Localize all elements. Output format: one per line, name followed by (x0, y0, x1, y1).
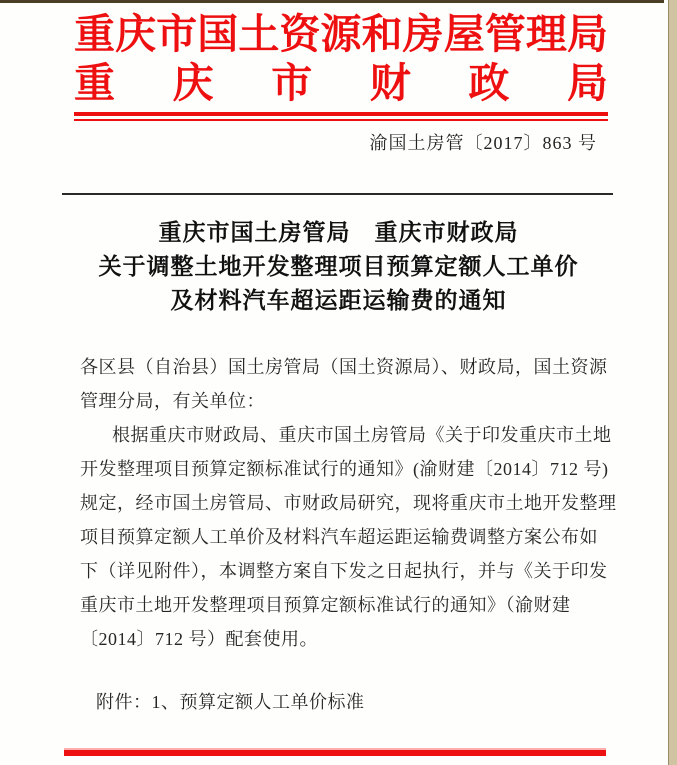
body-text-line: 〔2014〕712 号）配套使用。 (80, 629, 318, 649)
body-text-line: 规定，经市国土房管局、市财政局研究，现将重庆市土地开发整理 (80, 493, 617, 513)
document-number: 渝国土房管〔2017〕863 号 (369, 133, 597, 153)
letterhead-agency-line1: 重庆市国土资源和房屋管理局 (74, 11, 608, 57)
notice-title (0, 215, 677, 317)
letterhead (74, 10, 608, 121)
header-separator-rule (62, 193, 613, 195)
letterhead-red-double-rule (74, 112, 608, 121)
notice-title-line3: 及材料汽车超运距运输费的通知 (170, 287, 507, 313)
body-text-line: 根据重庆市财政局、重庆市国土房管局《关于印发重庆市土地 (112, 425, 612, 445)
body-text-line: 重庆市土地开发整理项目预算定额标准试行的通知》（渝财建 (80, 595, 571, 615)
body-text-line: 各区县（自治县）国土房管局（国土资源局）、财政局，国土资源 (80, 357, 608, 377)
notice-title-line2: 关于调整土地开发整理项目预算定额人工单价 (98, 253, 579, 279)
body-text-line: 项目预算定额人工单价及材料汽车超运距运输费调整方案公布如 (80, 527, 598, 547)
body-text-line: 管理分局，有关单位： (80, 391, 265, 411)
attachment-note: 附件：1、预算定额人工单价标准 (96, 692, 365, 712)
body-text-line: 开发整理项目预算定额标准试行的通知》(渝财建〔2014〕712 号) (80, 459, 609, 479)
notice-body (80, 350, 645, 656)
letterhead-agency-line2: 重庆市财政局 (74, 60, 608, 106)
scan-top-edge-artifact (0, 0, 664, 3)
scan-right-edge-strip (668, 0, 677, 765)
footer-red-double-rule (64, 748, 606, 756)
body-text-line: 下（详见附件），本调整方案自下发之日起执行，并与《关于印发 (80, 561, 608, 581)
notice-title-line1: 重庆市国土房管局 重庆市财政局 (158, 219, 519, 245)
